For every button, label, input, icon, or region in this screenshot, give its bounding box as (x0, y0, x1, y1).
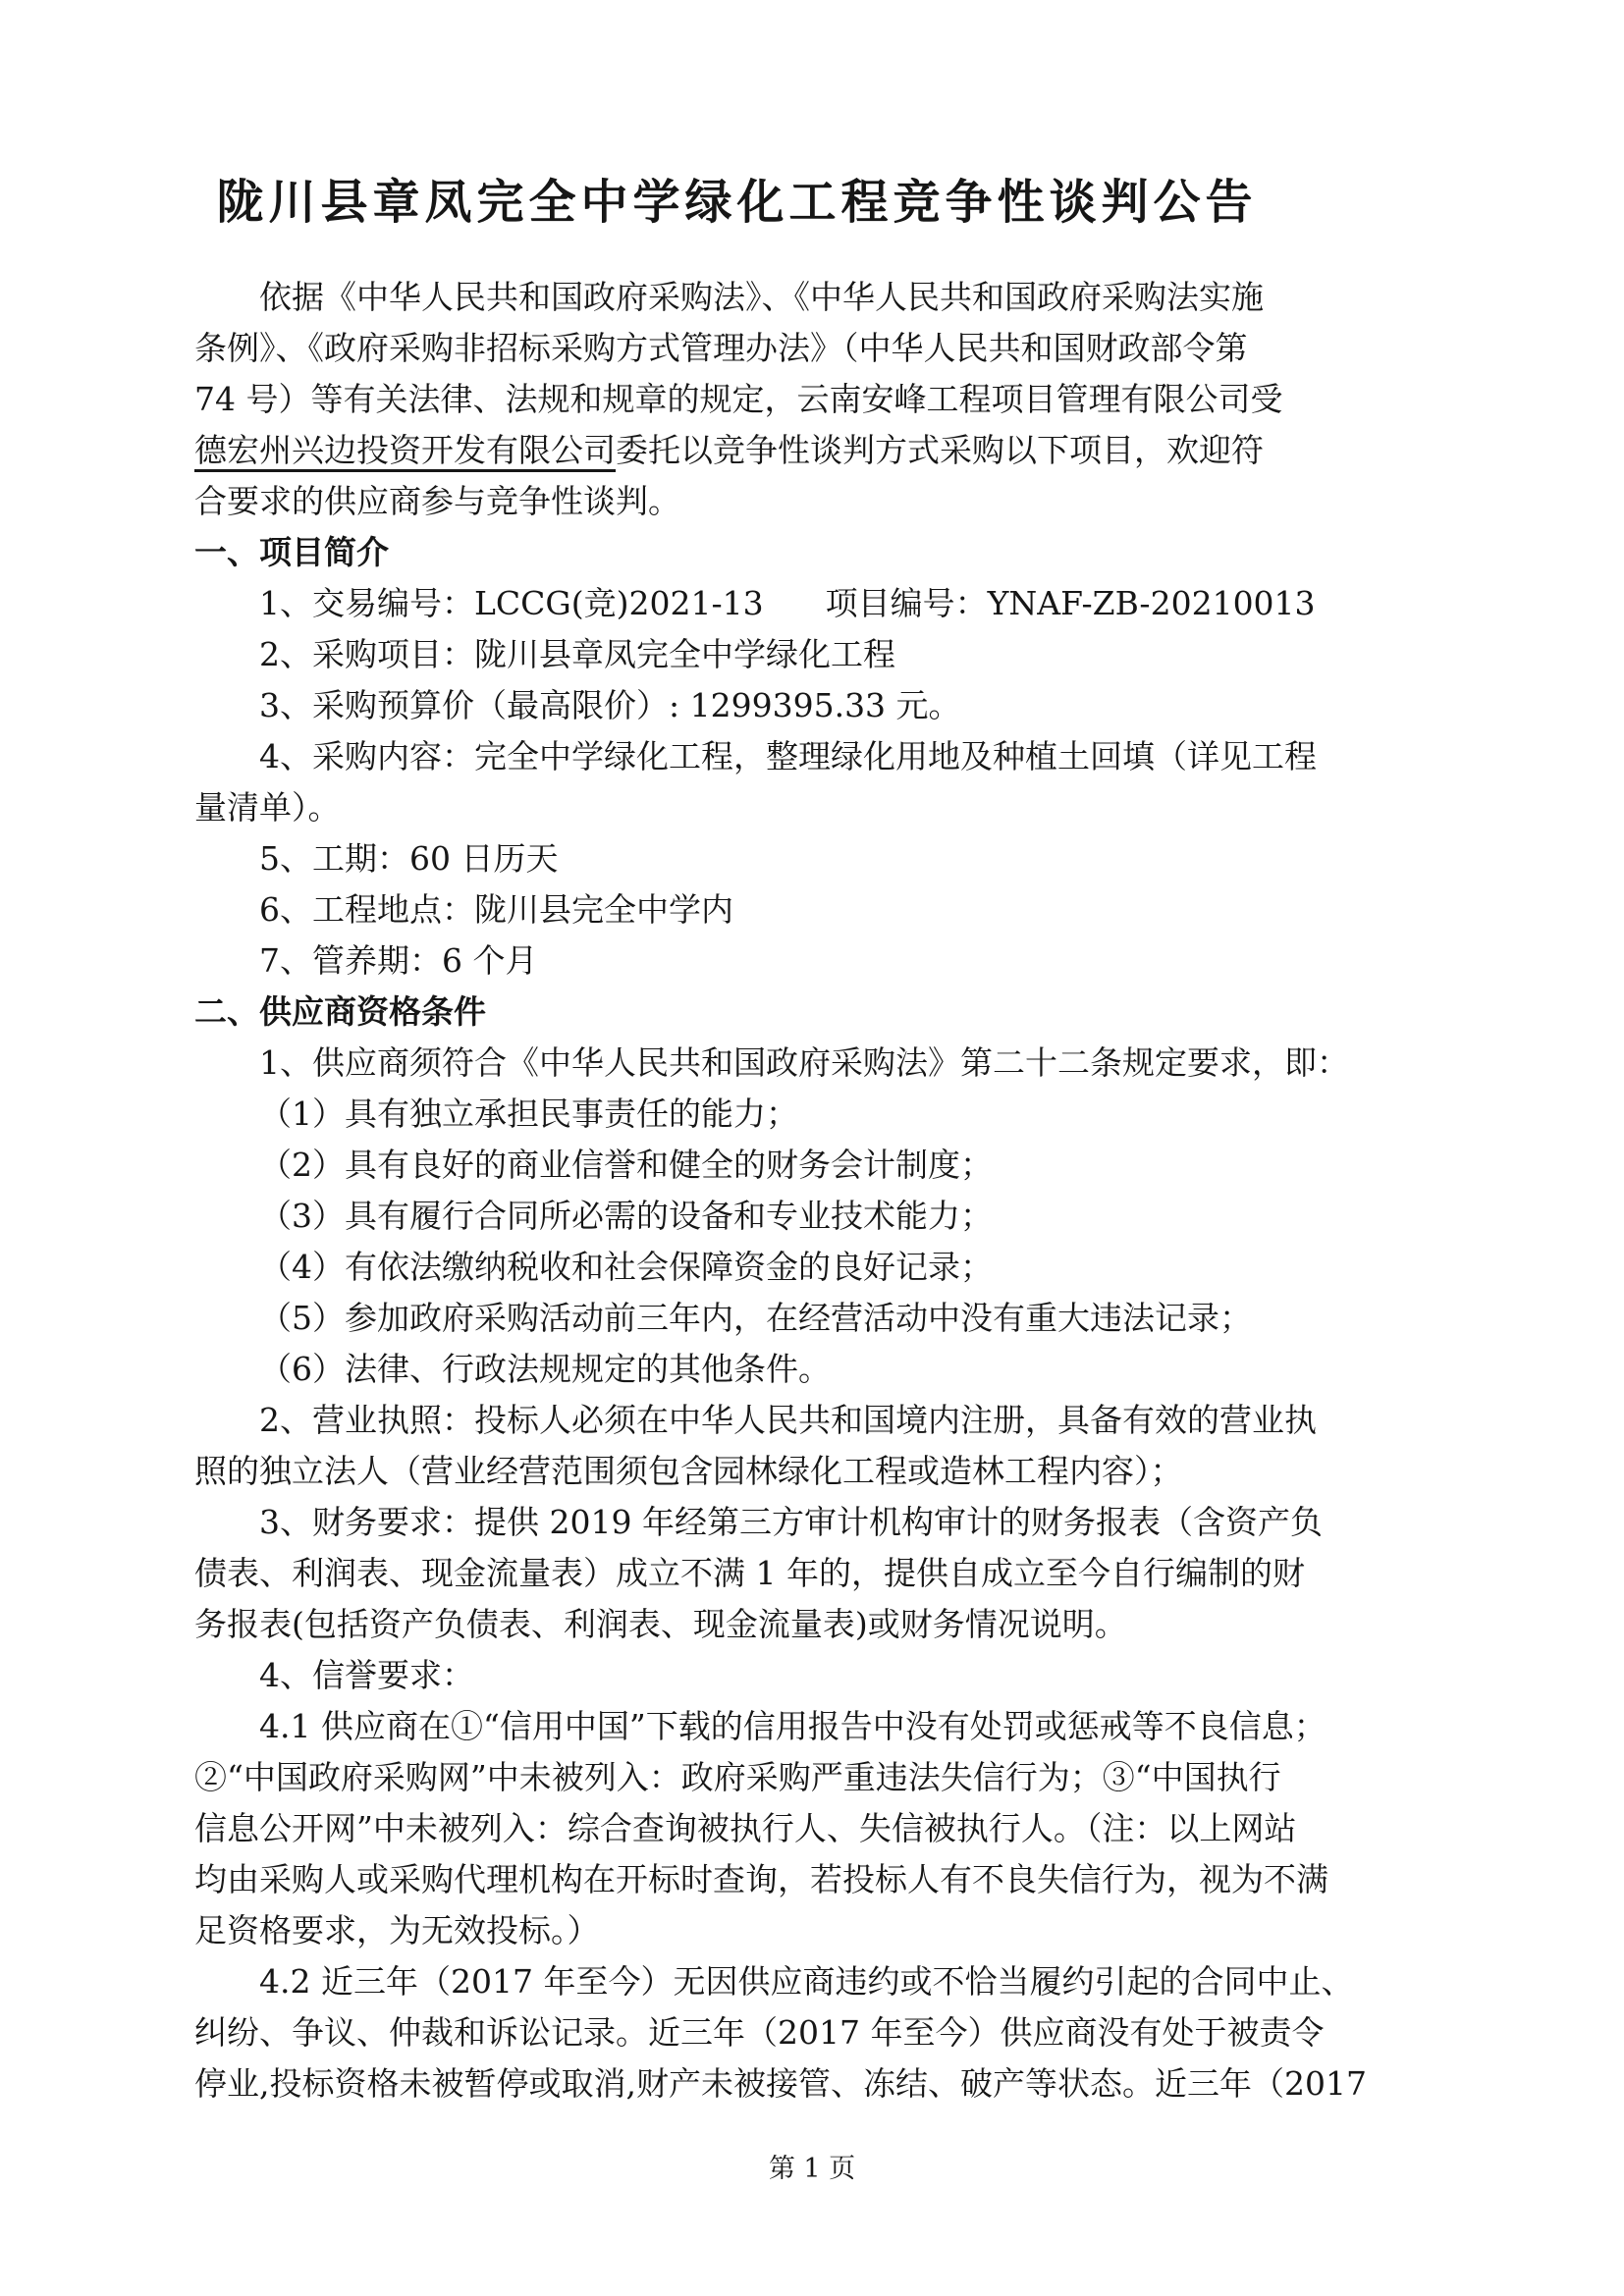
text-line: 债表、利润表、现金流量表）成立不满 1 年的，提供自成立至今自行编制的财 (194, 1554, 1305, 1592)
text-line: ②“中国政府采购网”中未被列入：政府采购严重违法失信行为；③“中国执行 (194, 1758, 1281, 1796)
text-line: 务报表(包括资产负债表、利润表、现金流量表)或财务情况说明。 (194, 1605, 1127, 1643)
text-line: （3）具有履行合同所必需的设备和专业技术能力； (259, 1197, 993, 1235)
document-title: 陇川县章凤完全中学绿化工程竞争性谈判公告 (216, 175, 1258, 230)
intro-paragraph (194, 272, 1283, 527)
underlined-entrusting-party: 德宏州兴边投资开发有限公司 (194, 431, 616, 469)
text-line (194, 425, 1279, 476)
text-line: 6、工程地点：陇川县完全中学内 (259, 890, 733, 929)
condition-tax-social-security (194, 1242, 1279, 1293)
text-line: 3、采购预算价（最高限价）: 1299395.33 元。 (259, 686, 961, 724)
document-content (194, 165, 1367, 2109)
text-line: 4、采购内容：完全中学绿化工程，整理绿化用地及种植土回填（详见工程 (259, 737, 1317, 775)
item-law-compliance (194, 1038, 1349, 1089)
item-financial-requirement (194, 1497, 1323, 1650)
text-line: 3、财务要求：提供 2019 年经第三方审计机构审计的财务报表（含资产负 (259, 1503, 1323, 1541)
text-line: 1、交易编号：LCCG(竞)2021-13 项目编号：YNAF-ZB-20210013 (259, 584, 1316, 622)
item-construction-period (194, 833, 1279, 884)
item-business-license (194, 1395, 1317, 1497)
text-line: （6）法律、行政法规规定的其他条件。 (259, 1350, 831, 1388)
item-procurement-project (194, 629, 1279, 680)
condition-civil-liability (194, 1089, 1279, 1140)
text-line: 4.1 供应商在①“信用中国”下载的信用报告中没有处罚或惩戒等不良信息； (259, 1707, 1326, 1745)
text-line: 74 号）等有关法律、法规和规章的规定，云南安峰工程项目管理有限公司受 (194, 380, 1283, 418)
text-line: 信息公开网”中未被列入：综合查询被执行人、失信被执行人。（注：以上网站 (194, 1809, 1297, 1847)
text-line: 均由采购人或采购代理机构在开标时查询，若投标人有不良失信行为，视为不满 (194, 1860, 1328, 1898)
condition-business-reputation (194, 1140, 1279, 1191)
text-line: 合要求的供应商参与竞争性谈判。 (194, 482, 680, 520)
page-number: 第 1 页 (768, 2154, 856, 2184)
text-line: （5）参加政府采购活动前三年内，在经营活动中没有重大违法记录； (259, 1299, 1252, 1337)
item-budget-price (194, 680, 1279, 731)
item-maintenance-period (194, 935, 1279, 987)
text-line: 4.2 近三年（2017 年至今）无因供应商违约或不恰当履约引起的合同中止、 (259, 1962, 1354, 2001)
text-line: 2、营业执照：投标人必须在中华人民共和国境内注册，具备有效的营业执 (259, 1401, 1317, 1439)
section1-heading: 一、项目简介 (194, 533, 389, 571)
item-credit-requirement-4-1 (194, 1701, 1328, 1956)
text-line: 1、供应商须符合《中华人民共和国政府采购法》第二十二条规定要求，即： (259, 1043, 1349, 1082)
text-line: 7、管养期：6 个月 (259, 941, 538, 980)
condition-no-major-violation (194, 1293, 1279, 1344)
text-line: 条例》、《政府采购非招标采购方式管理办法》（中华人民共和国财政部令第 (194, 329, 1248, 367)
item-transaction-number (194, 578, 1316, 629)
text-line: （4）有依法缴纳税收和社会保障资金的良好记录； (259, 1248, 993, 1286)
text-line: （1）具有独立承担民事责任的能力； (259, 1095, 798, 1133)
text-line: 5、工期：60 日历天 (259, 839, 559, 878)
text-line: 停业,投标资格未被暂停或取消,财产未被接管、冻结、破产等状态。近三年（2017 (194, 2064, 1367, 2103)
text-line: 照的独立法人（营业经营范围须包含园林绿化工程或造林工程内容）； (194, 1452, 1183, 1490)
text-line: 2、采购项目：陇川县章凤完全中学绿化工程 (259, 635, 895, 673)
condition-other-legal (194, 1344, 1279, 1395)
text-line: 依据《中华人民共和国政府采购法》、《中华人民共和国政府采购法实施 (259, 278, 1264, 316)
item-project-location (194, 884, 1279, 935)
text-line: 纠纷、争议、仲裁和诉讼记录。近三年（2017 年至今）供应商没有处于被责令 (194, 2013, 1325, 2052)
item-credit-requirement-4-2 (194, 1956, 1367, 2109)
text-line: 4、信誉要求： (259, 1656, 474, 1694)
condition-equipment-capability (194, 1191, 1279, 1242)
text-line: 足资格要求，为无效投标。） (194, 1911, 600, 1949)
text-line: （2）具有良好的商业信誉和健全的财务会计制度； (259, 1146, 993, 1184)
item-procurement-content (194, 731, 1317, 833)
section2-heading: 二、供应商资格条件 (194, 992, 486, 1031)
text-segment: 委托以竞争性谈判方式采购以下项目，欢迎符 (616, 431, 1264, 469)
item-credit-requirement-heading (194, 1650, 1279, 1701)
text-line: 量清单）。 (194, 788, 341, 827)
